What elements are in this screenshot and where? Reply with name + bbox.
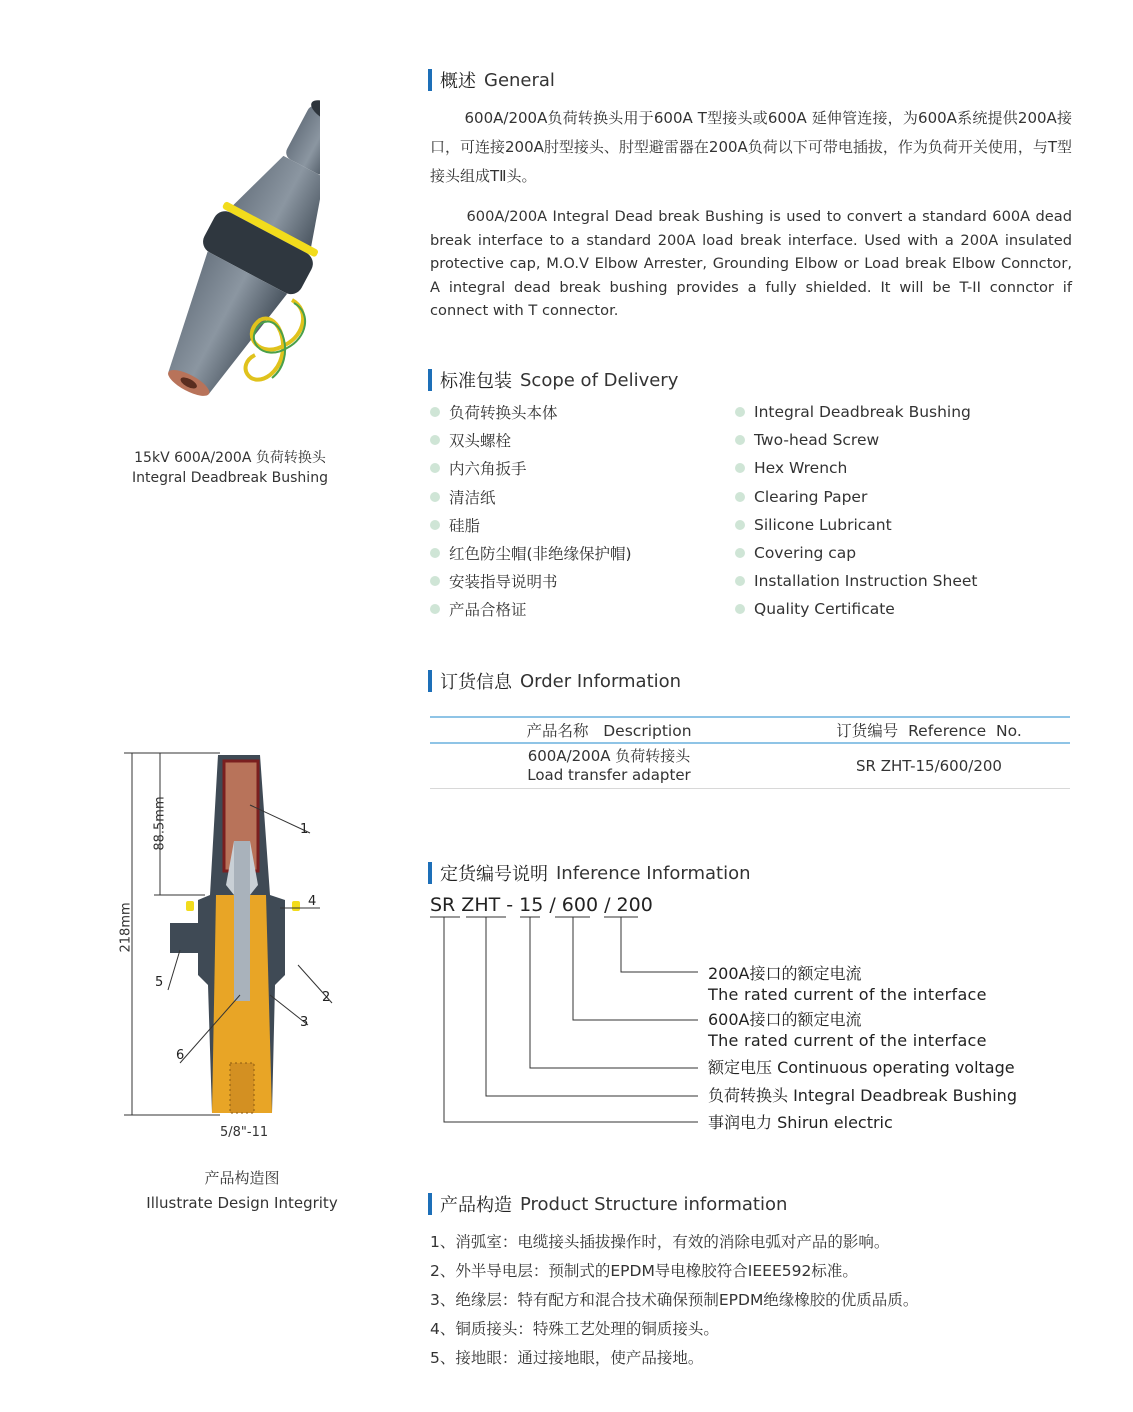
bullet-icon <box>430 520 440 530</box>
inference-label-en: The rated current of the interface <box>708 985 987 1004</box>
list-item <box>430 511 632 539</box>
list-item <box>735 426 977 454</box>
structure-diagram <box>110 745 340 1145</box>
list-item <box>735 595 977 623</box>
list-item: 2、外半导电层：预制式的EPDM导电橡胶符合IEEE592标准。 <box>430 1262 858 1280</box>
bullet-icon <box>430 604 440 614</box>
list-item-label: Integral Deadbreak Bushing <box>754 403 971 422</box>
list-item <box>735 511 977 539</box>
inference-label-voltage: 额定电压 Continuous operating voltage <box>708 1058 1015 1077</box>
list-item <box>430 567 632 595</box>
bullet-icon <box>735 576 745 586</box>
section-title-en: Inference Information <box>556 862 751 884</box>
list-item <box>735 483 977 511</box>
list-item-label: 安装指导说明书 <box>449 573 558 592</box>
section-structure-title <box>428 1192 787 1216</box>
list-item-label: Clearing Paper <box>754 487 868 506</box>
inference-label-200 <box>708 963 987 1005</box>
delivery-list-zh <box>430 398 632 624</box>
callout-5: 5 <box>155 975 164 990</box>
bullet-icon <box>735 407 745 417</box>
list-item-label: 负荷转换头本体 <box>449 404 558 423</box>
list-item <box>430 398 632 426</box>
section-bar-icon <box>428 1193 432 1215</box>
section-bar-icon <box>428 670 432 692</box>
section-general-title <box>428 68 555 92</box>
inference-label-zh: 600A接口的额定电流 <box>708 1010 862 1029</box>
list-item: 3、绝缘层：特有配方和混合技术确保预制EPDM绝缘橡胶的优质品质。 <box>430 1291 919 1309</box>
list-item <box>735 398 977 426</box>
diagram-caption <box>122 1166 362 1216</box>
section-title-zh: 产品构造 <box>440 1195 512 1216</box>
section-inference-title <box>428 861 751 885</box>
list-item-label: 双头螺栓 <box>449 432 512 451</box>
list-item <box>430 483 632 511</box>
section-bar-icon <box>428 369 432 391</box>
list-item-label: 清洁纸 <box>449 488 496 507</box>
diagram-caption-en: Illustrate Design Integrity <box>146 1194 338 1212</box>
dimension-label-total: 218mm <box>118 902 134 953</box>
product-photo <box>80 85 320 430</box>
section-title-zh: 标准包装 <box>440 371 512 392</box>
list-item-label: Two-head Screw <box>754 431 880 450</box>
inference-label-bushing: 负荷转换头 Integral Deadbreak Bushing <box>708 1086 1017 1105</box>
inference-label-600 <box>708 1009 987 1051</box>
cell-description-en: Load transfer adapter <box>527 766 691 784</box>
delivery-list-en <box>735 398 977 624</box>
reference-code: SR ZHT - 15 / 600 / 200 <box>430 894 653 916</box>
cell-description <box>430 747 788 785</box>
product-photo-caption <box>110 448 350 488</box>
bullet-icon <box>735 548 745 558</box>
list-item <box>430 539 632 567</box>
list-item-label: 红色防尘帽(非绝缘保护帽) <box>449 545 632 564</box>
general-paragraph-zh: 600A/200A负荷转换头用于600A T型接头或600A 延伸管连接，为600A系统提供200A接口，可连接200A肘型接头、肘型避雷器在200A负荷以下可带电插拔，作为负荷开关使用，与T型接头组成TⅡ头。 <box>430 109 1072 185</box>
general-paragraph-en: 600A/200A Integral Dead break Bushing is used to convert a standard 600A dead break interface to a standard 200A load break interface. Used with a 200A insulated protective cap, M.O.V Elbow Arrester, Grounding Elbow or Load break Elbow Connctor, A integral dead break bushing provides a fully shielded. It will be T-II connctor if connect with T connector. <box>430 208 1072 319</box>
structure-list <box>430 1228 918 1373</box>
inference-label-zh: 200A接口的额定电流 <box>708 964 862 983</box>
section-order-title <box>428 669 681 693</box>
list-item-label: 硅脂 <box>449 516 481 535</box>
dimension-label-top: 88.5mm <box>152 796 168 851</box>
list-item <box>430 454 632 482</box>
section-title-zh: 定货编号说明 <box>440 864 548 885</box>
list-item <box>430 595 632 623</box>
inference-leader-lines <box>430 915 710 1130</box>
bullet-icon <box>430 407 440 417</box>
diagram-caption-zh: 产品构造图 <box>204 1169 280 1187</box>
header-description: 产品名称 Description <box>526 722 692 740</box>
list-item <box>735 454 977 482</box>
product-caption-en: Integral Deadbreak Bushing <box>132 470 328 486</box>
list-item-label: Quality Certificate <box>754 600 895 619</box>
callout-2: 2 <box>322 990 331 1005</box>
section-title-en: Product Structure information <box>520 1193 788 1215</box>
header-reference: 订货编号 Reference No. <box>836 722 1022 740</box>
bullet-icon <box>430 576 440 586</box>
list-item-label: Installation Instruction Sheet <box>754 572 978 591</box>
list-item: 5、接地眼：通过接地眼，使产品接地。 <box>430 1349 704 1367</box>
order-table <box>430 716 1070 789</box>
bullet-icon <box>735 492 745 502</box>
list-item-label: Silicone Lubricant <box>754 515 892 534</box>
table-header-row <box>430 716 1070 744</box>
cell-description-zh: 600A/200A 负荷转接头 <box>527 747 691 765</box>
bullet-icon <box>735 604 745 614</box>
list-item <box>735 539 977 567</box>
section-title-en: Order Information <box>520 670 682 692</box>
table-row <box>430 744 1070 789</box>
callout-1: 1 <box>300 822 309 837</box>
callout-6: 6 <box>176 1048 185 1063</box>
bullet-icon <box>735 463 745 473</box>
section-title-en: Scope of Delivery <box>520 369 679 391</box>
section-title-zh: 订货信息 <box>440 672 512 693</box>
section-title-zh: 概述 <box>440 71 476 92</box>
list-item <box>430 426 632 454</box>
list-item-label: 产品合格证 <box>449 601 527 620</box>
bullet-icon <box>735 520 745 530</box>
list-item-label: Covering cap <box>754 544 857 563</box>
inference-label-en: The rated current of the interface <box>708 1031 987 1050</box>
callout-4: 4 <box>308 894 317 909</box>
inference-label-company: 事润电力 Shirun electric <box>708 1113 893 1132</box>
bullet-icon <box>430 548 440 558</box>
section-bar-icon <box>428 862 432 884</box>
bullet-icon <box>735 435 745 445</box>
section-delivery-title <box>428 368 678 392</box>
thread-label: 5/8"-11 <box>220 1125 269 1140</box>
list-item: 4、铜质接头：特殊工艺处理的铜质接头。 <box>430 1320 719 1338</box>
list-item-label: Hex Wrench <box>754 459 848 478</box>
product-caption-zh: 15kV 600A/200A 负荷转换头 <box>134 450 326 466</box>
section-bar-icon <box>428 69 432 91</box>
bullet-icon <box>430 463 440 473</box>
list-item <box>735 567 977 595</box>
cell-reference: SR ZHT-15/600/200 <box>856 756 1002 775</box>
list-item-label: 内六角扳手 <box>449 460 527 479</box>
list-item: 1、消弧室：电缆接头插拔操作时，有效的消除电弧对产品的影响。 <box>430 1233 890 1251</box>
section-title-en: General <box>484 69 555 91</box>
bullet-icon <box>430 492 440 502</box>
bullet-icon <box>430 435 440 445</box>
callout-3: 3 <box>300 1015 309 1030</box>
